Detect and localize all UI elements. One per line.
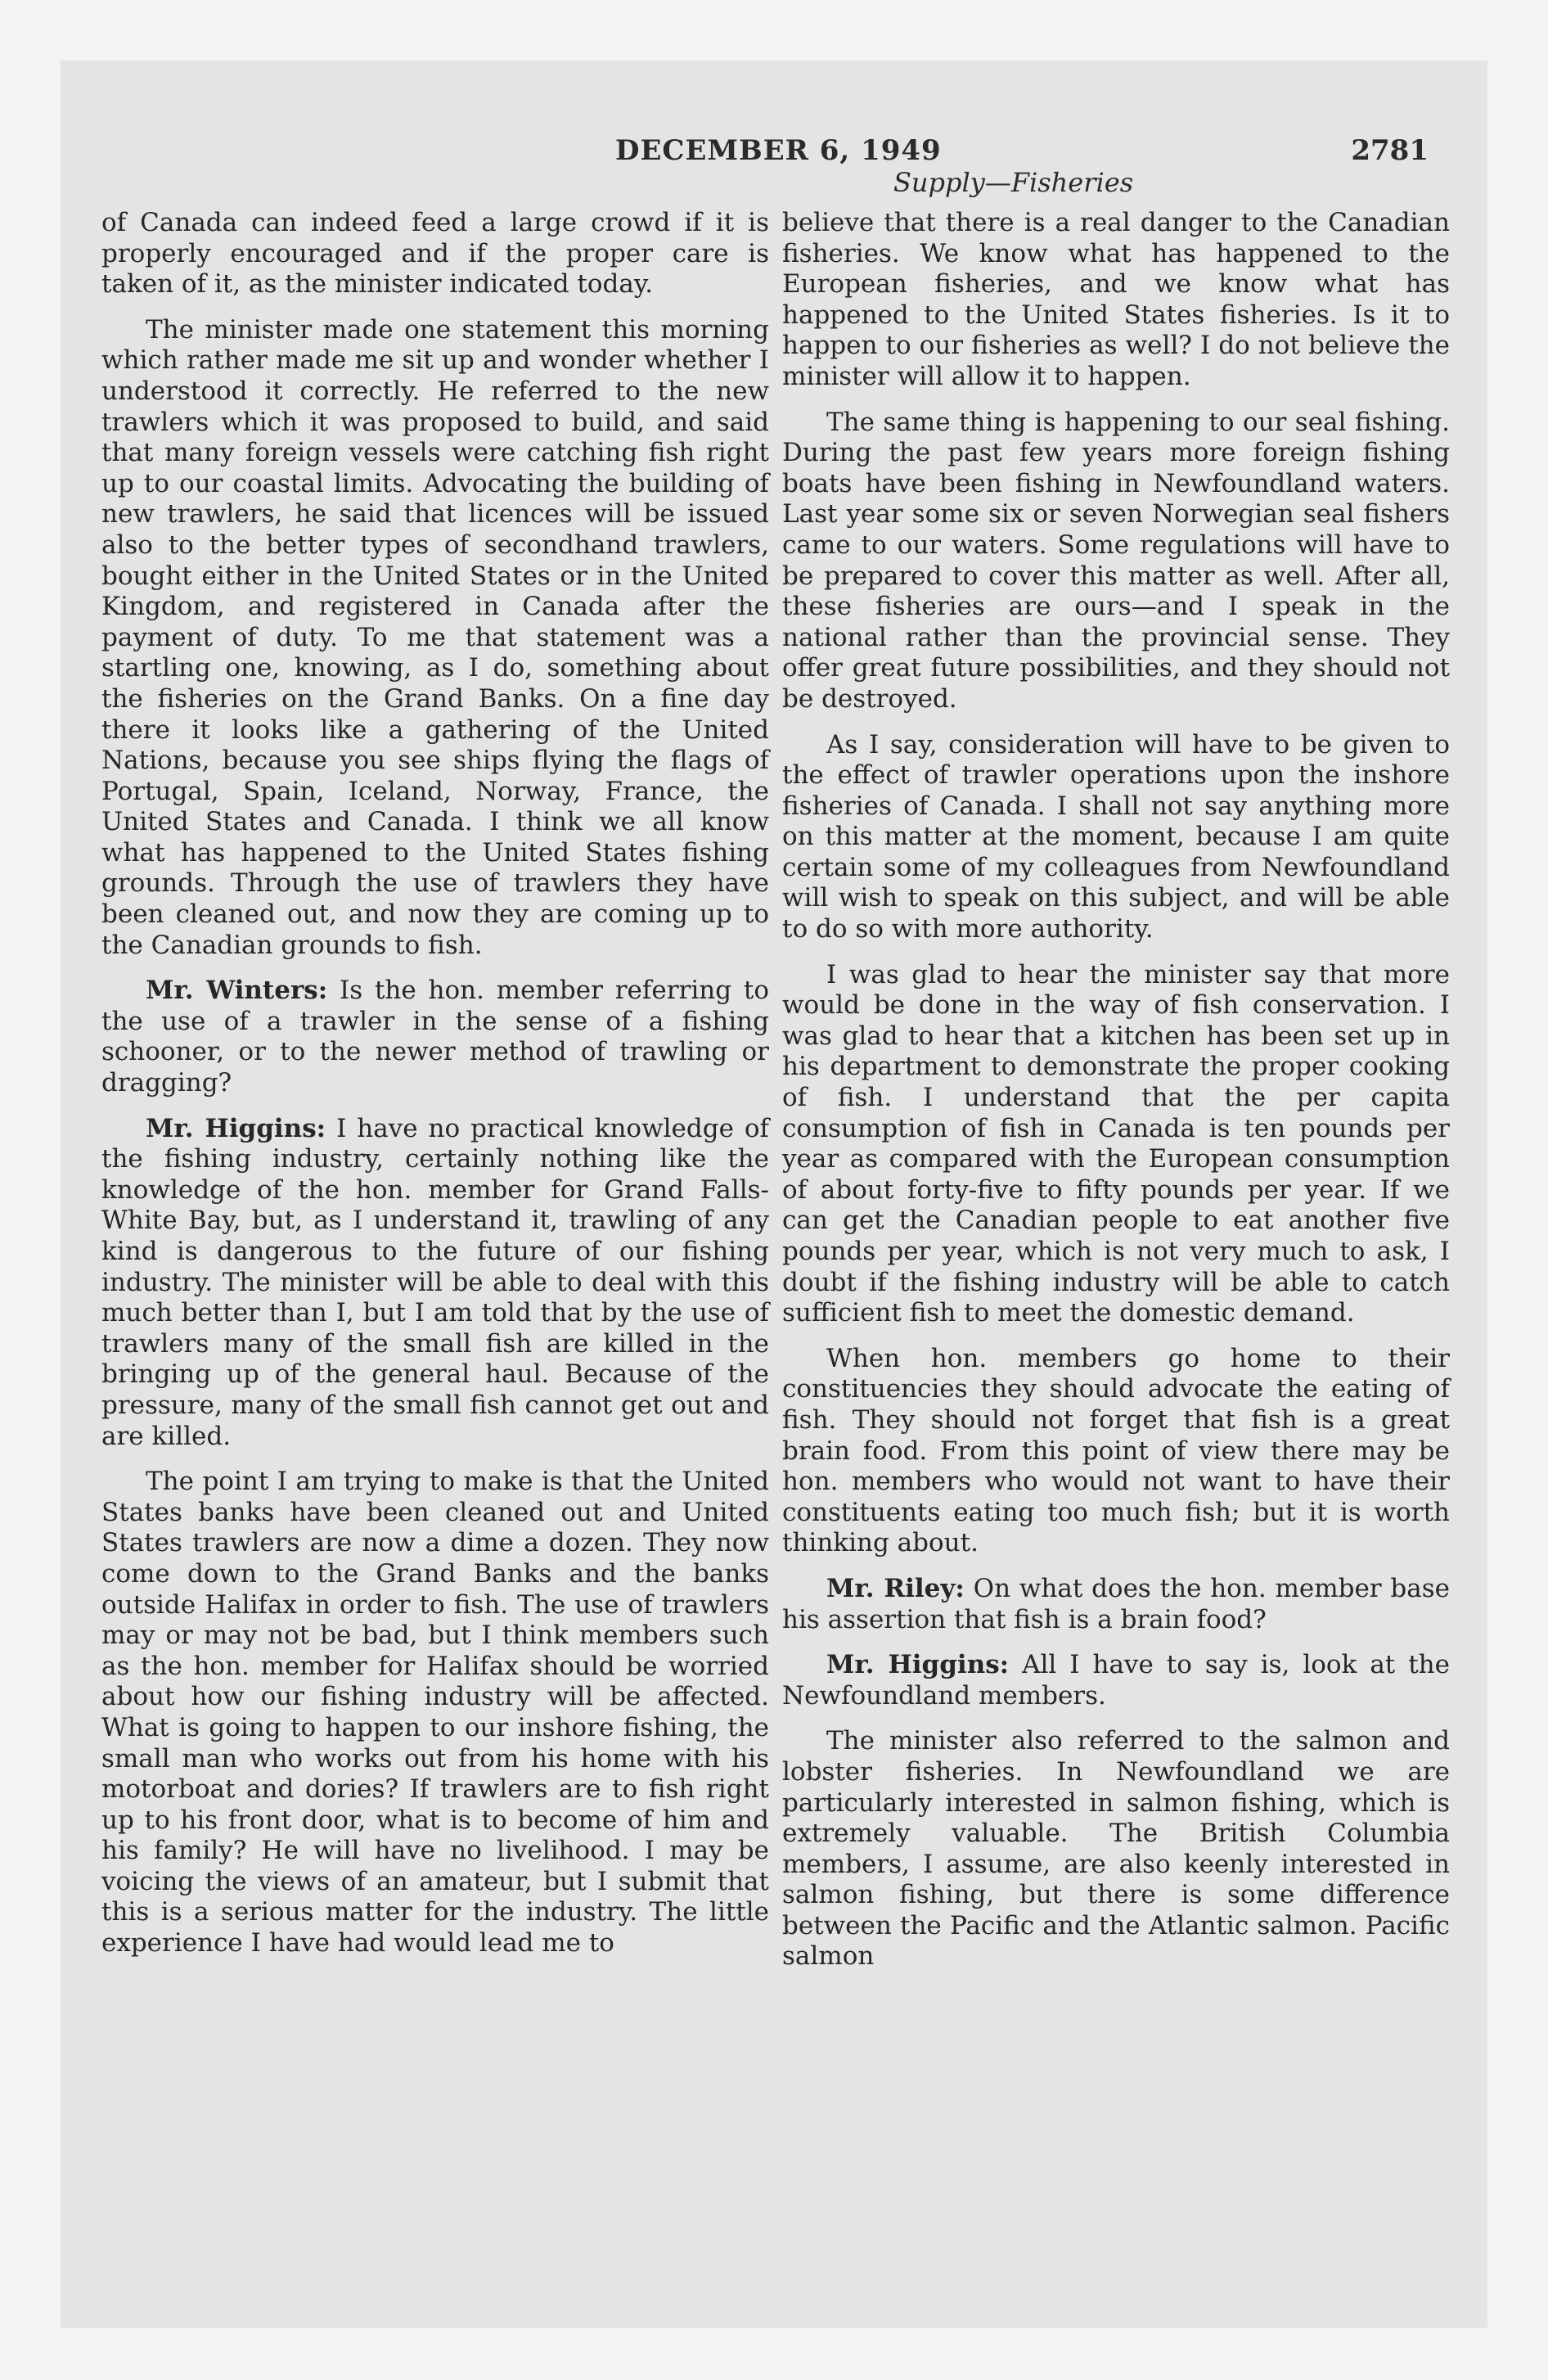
paragraph-text: I have no practical knowledge of the fishing industry, certainly nothing like the knowledge of the hon. member for Grand Falls-White Bay, but, as I understand it, trawling of any kind is dangerous to the future of our fishing industry. The minister will be able to deal with this much better than I, but I am told that by the use of trawlers many of the small fish are killed in the bringing up of the general haul. Because of the pressure, many of the small fish cannot get out and are killed. bbox=[101, 1113, 769, 1451]
paragraph-text: The minister made one statement this morning which rather made me sit up and wonder whether I understood it correctly. He referred to the new trawlers which it was proposed to build, and said that many foreign vessels were catching fish right up to our coastal limits. Advocating the building of new trawlers, he said that licences will be issued also to the better types of secondhand trawlers, bought either in the United States or in the United Kingdom, and registered in Canada after the payment of duty. To me that statement was a startling one, knowing, as I do, something about the fisheries on the Grand Banks. On a fine day there it looks like a gathering of the United Nations, because you see ships flying the flags of Portugal, Spain, Iceland, Norway, France, the United States and Canada. I think we all know what has happened to the United States fishing grounds. Through the use of trawlers they have been cleaned out, and now they are coming up to the Canadian grounds to fish. bbox=[101, 314, 769, 960]
paragraph bbox=[101, 208, 769, 300]
paragraph bbox=[782, 960, 1450, 1329]
paragraph bbox=[101, 976, 769, 1098]
page-number: 2781 bbox=[1351, 134, 1429, 167]
section-title: Supply—Fisheries bbox=[893, 167, 1134, 198]
paragraph bbox=[782, 1344, 1450, 1559]
speaker-name: Mr. Higgins: bbox=[826, 1650, 1010, 1680]
paragraph bbox=[782, 1726, 1450, 1972]
paragraph-text: The minister also referred to the salmon and lobster fisheries. In Newfoundland we are particularly interested in salmon fishing, which is extremely valuable. The British Columbia members, I assume, are also keenly interested in salmon fishing, but there is some difference between the Pacific and the Atlantic salmon. Pacific salmon bbox=[782, 1726, 1450, 1972]
paragraph-text: As I say, consideration will have to be given to the effect of trawler operations upon the inshore fisheries of Canada. I shall not say anything more on this matter at the moment, because I am quite certain some of my colleagues from Newfoundland will wish to speak on this subject, and will be able to do so with more authority. bbox=[782, 729, 1450, 944]
right-column bbox=[782, 208, 1450, 1987]
paragraph bbox=[782, 1650, 1450, 1711]
paragraph bbox=[782, 730, 1450, 945]
speaker-name: Mr. Riley: bbox=[826, 1573, 965, 1603]
paragraph bbox=[782, 208, 1450, 393]
paragraph-text: The same thing is happening to our seal fishing. During the past few years more foreign fishing boats have been fishing in Newfoundland waters. Last year some six or seven Norwegian seal fishers came to our waters. Some regulations will have to be prepared to cover this matter as well. After all, these fisheries are ours—and I speak in the national rather than the provincial sense. They offer great future possibilities, and they should not be destroyed. bbox=[782, 407, 1450, 714]
paragraph bbox=[101, 1467, 769, 1959]
paragraph-text: All I have to say is, look at the Newfoundland members. bbox=[782, 1650, 1450, 1711]
speaker-name: Mr. Higgins: bbox=[146, 1113, 326, 1143]
paragraph bbox=[101, 1114, 769, 1453]
paragraph-text: believe that there is a real danger to the Canadian fisheries. We know what has happened to the European fisheries, and we know what has happened to the United States fisheries. Is it to happen to our fisheries as well? I do not believe the minister will allow it to happen. bbox=[782, 208, 1450, 391]
paragraph bbox=[782, 408, 1450, 715]
header-date: DECEMBER 6, 1949 bbox=[615, 134, 942, 167]
paragraph-text: I was glad to hear the minister say that more would be done in the way of fish conservation. I was glad to hear that a kitchen has been set up in his department to demonstrate the proper cooking of fish. I understand that the per capita consumption of fish in Canada is ten pounds per year as compared with the European consumption of about forty-five to fifty pounds per year. If we can get the Canadian people to eat another five pounds per year, which is not very much to ask, I doubt if the fishing industry will be able to catch sufficient fish to meet the domestic demand. bbox=[782, 959, 1450, 1328]
paragraph-text: Is the hon. member referring to the use of a trawler in the sense of a fishing schooner, or to the newer method of trawling or dragging? bbox=[101, 976, 770, 1098]
speaker-name: Mr. Winters: bbox=[146, 976, 328, 1006]
paragraph bbox=[101, 315, 769, 961]
paragraph-text: The point I am trying to make is that the United States banks have been cleaned out and United States trawlers are now a dime a dozen. They now come down to the Grand Banks and the banks outside Halifax in order to fish. The use of trawlers may or may not be bad, but I think members such as the hon. member for Halifax should be worried about how our fishing industry will be affected. What is going to happen to our inshore fishing, the small man who works out from his home with his motorboat and dories? If trawlers are to fish right up to his front door, what is to become of him and his family? He will have no livelihood. I may be voicing the views of an amateur, but I submit that this is a serious matter for the industry. The little experience I have had would lead me to bbox=[101, 1467, 769, 1959]
paragraph-text: of Canada can indeed feed a large crowd if it is properly encouraged and if the proper care is taken of it, as the minister indicated today. bbox=[101, 208, 769, 300]
left-column bbox=[101, 208, 769, 1974]
paragraph-text: When hon. members go home to their constituencies they should advocate the eating of fish. They should not forget that fish is a great brain food. From this point of view there may be hon. members who would not want to have their constituents eating too much fish; but it is worth thinking about. bbox=[782, 1343, 1450, 1558]
paragraph-text: On what does the hon. member base his assertion that fish is a brain food? bbox=[782, 1573, 1450, 1634]
paragraph bbox=[782, 1574, 1450, 1635]
